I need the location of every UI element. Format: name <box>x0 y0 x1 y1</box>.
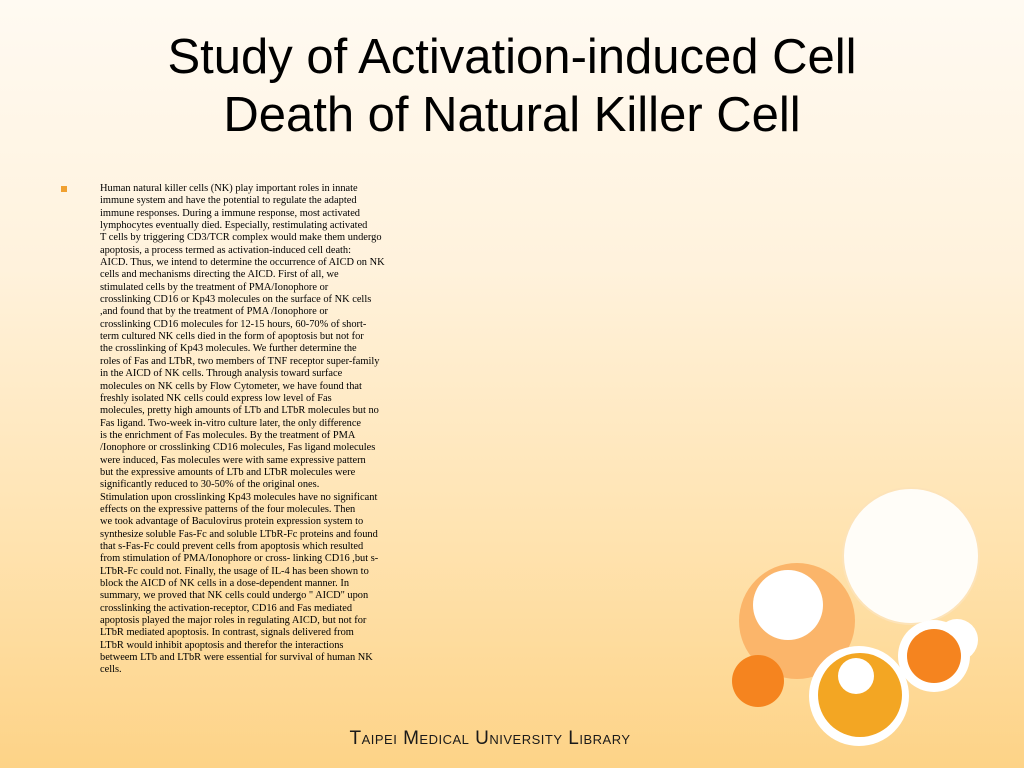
abstract-line: Stimulation upon crosslinking Kp43 molecules have no significant <box>100 491 378 503</box>
abstract-line: synthesize soluble Fas-Fc and soluble LTbR-Fc proteins and found <box>100 528 378 540</box>
decorative-circle-large-white <box>843 488 979 624</box>
abstract-line: term cultured NK cells died in the form of apoptosis but not for <box>100 331 364 343</box>
abstract-line: apoptosis played the major roles in regulating AICD, but not for <box>100 615 367 627</box>
abstract-line: the crosslinking of Kp43 molecules. We further determine the <box>100 343 357 355</box>
decorative-circle-orange-right <box>907 629 961 683</box>
abstract-line: summary, we proved that NK cells could undergo " AICD" upon <box>100 590 369 602</box>
abstract-line: immune responses. During a immune response, most activated <box>100 207 360 219</box>
decorative-circle-small-white-right <box>936 619 978 661</box>
decorative-circle-orange-left <box>732 655 784 707</box>
abstract-line: Human natural killer cells (NK) play important roles in innate <box>100 183 358 194</box>
decorative-circle-white-ring <box>898 620 970 692</box>
abstract-line: cells. <box>100 664 122 676</box>
abstract-line: block the AICD of NK cells in a dose-dependent manner. In <box>100 578 350 589</box>
abstract-line: apoptosis, a process termed as activation-induced cell death: <box>100 244 352 256</box>
decorative-circle-gold-center <box>838 658 874 694</box>
abstract-line: /Ionophore or crosslinking CD16 molecules, Fas ligand molecules <box>100 442 376 454</box>
abstract-line: significantly reduced to 30-50% of the original ones. <box>100 479 320 491</box>
abstract-line: molecules on NK cells by Flow Cytometer, we have found that <box>100 380 362 392</box>
slide-title <box>40 28 984 144</box>
abstract-line: cells and mechanisms directing the AICD. First of all, we <box>100 269 339 281</box>
slide-title-line-2: Death of Natural Killer Cell <box>223 88 801 142</box>
decorative-circle-light-orange <box>739 563 855 679</box>
abstract-line: immune system and have the potential to regulate the adapted <box>100 195 357 207</box>
bullet-marker-icon <box>60 185 70 195</box>
abstract-line: is the enrichment of Fas molecules. By the treatment of PMA <box>100 429 356 441</box>
abstract-line: stimulated cells by the treatment of PMA/Ionophore or <box>100 281 329 293</box>
abstract-line: crosslinking CD16 or Kp43 molecules on the surface of NK cells <box>100 294 372 306</box>
abstract-paragraph <box>100 183 455 677</box>
abstract-line: lymphocytes eventually died. Especially, restimulating activated <box>100 220 368 232</box>
abstract-line: effects on the expressive patterns of the four molecules. Then <box>100 503 356 515</box>
slide-title-line-1: Study of Activation-induced Cell <box>167 30 857 84</box>
abstract-line: molecules, pretty high amounts of LTb and LTbR molecules but no <box>100 405 379 417</box>
abstract-line: AICD. Thus, we intend to determine the occurrence of AICD on NK <box>100 257 385 269</box>
abstract-line: we took advantage of Baculovirus protein expression system to <box>100 516 364 528</box>
abstract-line: in the AICD of NK cells. Through analysis toward surface <box>100 368 343 380</box>
decorative-circle-white-ring-bottom <box>809 646 909 746</box>
abstract-line: betweem LTb and LTbR were essential for survival of human NK <box>100 652 373 664</box>
abstract-line: were induced, Fas molecules were with same expressive pattern <box>100 454 366 466</box>
abstract-line: roles of Fas and LTbR, two members of TNF receptor super-family <box>100 355 380 367</box>
abstract-line: ,and found that by the treatment of PMA /Ionophore or <box>100 306 328 318</box>
abstract-line: crosslinking CD16 molecules for 12-15 hours, 60-70% of short- <box>100 318 367 330</box>
abstract-line: freshly isolated NK cells could express low level of Fas <box>100 392 332 404</box>
abstract-line: LTbR-Fc could not. Finally, the usage of IL-4 has been shown to <box>100 565 369 577</box>
abstract-line: LTbR mediated apoptosis. In contrast, signals delivered from <box>100 627 354 639</box>
footer-library-name: Taipei Medical University Library <box>349 728 631 749</box>
abstract-line: from stimulation of PMA/Ionophore or cross- linking CD16 ,but s- <box>100 553 379 565</box>
abstract-line: T cells by triggering CD3/TCR complex would make them undergo <box>100 232 382 244</box>
abstract-line: crosslinking the activation-receptor, CD16 and Fas mediated <box>100 602 353 614</box>
abstract-line: but the expressive amounts of LTb and LTbR molecules were <box>100 466 356 478</box>
decorative-circle-gold <box>818 653 902 737</box>
abstract-line: Fas ligand. Two-week in-vitro culture later, the only difference <box>100 417 362 429</box>
decorative-circle-light-orange-center <box>753 570 823 640</box>
abstract-line: LTbR would inhibit apoptosis and therefor the interactions <box>100 639 344 651</box>
abstract-line: that s-Fas-Fc could prevent cells from apoptosis which resulted <box>100 540 364 552</box>
